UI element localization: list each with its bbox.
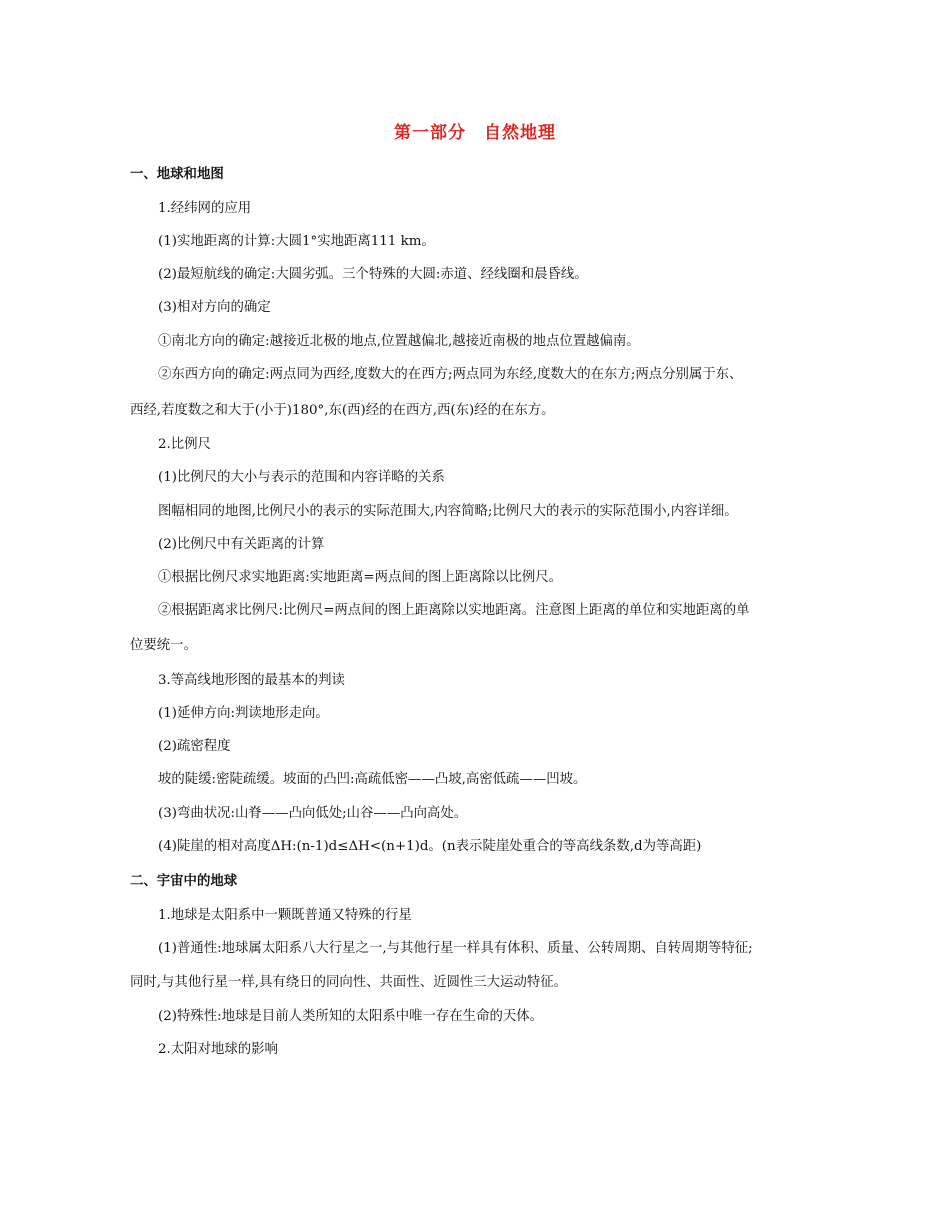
text-line: (2)特殊性:地球是目前人类所知的太阳系中唯一存在生命的天体。 bbox=[158, 1009, 544, 1024]
text-line: (1)实地距离的计算:大圆1°实地距离111 km。 bbox=[158, 234, 435, 249]
subsection-heading: 3.等高线地形图的最基本的判读 bbox=[158, 673, 345, 688]
section-heading: 一、地球和地图 bbox=[130, 167, 224, 182]
text-line: (1)比例尺的大小与表示的范围和内容详略的关系 bbox=[158, 470, 445, 485]
text-line: 坡的陡缓:密陡疏缓。坡面的凸凹:高疏低密——凸坡,高密低疏——凹坡。 bbox=[158, 772, 587, 787]
text-line: ②根据距离求比例尺:比例尺=两点间的图上距离除以实地距离。注意图上距离的单位和实地距离的单 bbox=[158, 603, 750, 618]
text-line: (2)比例尺中有关距离的计算 bbox=[158, 537, 325, 552]
text-line: (2)疏密程度 bbox=[158, 739, 231, 754]
subsection-heading: 1.地球是太阳系中一颗既普通又特殊的行星 bbox=[158, 908, 412, 923]
subsection-heading: 1.经纬网的应用 bbox=[158, 201, 252, 216]
text-line: (3)弯曲状况:山脊——凸向低处;山谷——凸向高处。 bbox=[158, 806, 468, 821]
text-line: (1)延伸方向:判读地形走向。 bbox=[158, 706, 329, 721]
text-line: ②东西方向的确定:两点同为西经,度数大的在西方;两点同为东经,度数大的在东方;两点分别属于东、 bbox=[158, 367, 743, 382]
text-line: 同时,与其他行星一样,具有绕日的同向性、共面性、近圆性三大运动特征。 bbox=[130, 975, 568, 990]
page-title: 第一部分 自然地理 bbox=[394, 123, 556, 143]
text-line: 图幅相同的地图,比例尺小的表示的实际范围大,内容简略;比例尺大的表示的实际范围小,内容详细。 bbox=[158, 504, 738, 519]
text-line: ①南北方向的确定:越接近北极的地点,位置越偏北,越接近南极的地点位置越偏南。 bbox=[158, 334, 640, 349]
text-line: (2)最短航线的确定:大圆劣弧。三个特殊的大圆:赤道、经线圈和晨昏线。 bbox=[158, 267, 588, 282]
text-line: 西经,若度数之和大于(小于)180°,东(西)经的在西方,西(东)经的在东方。 bbox=[130, 403, 555, 418]
text-line: (3)相对方向的确定 bbox=[158, 300, 271, 315]
text-line: (1)普通性:地球属太阳系八大行星之一,与其他行星一样具有体积、质量、公转周期、自转周期等特征; bbox=[158, 941, 753, 956]
section-heading: 二、宇宙中的地球 bbox=[130, 874, 238, 889]
subsection-heading: 2.太阳对地球的影响 bbox=[158, 1042, 278, 1057]
text-line: (4)陡崖的相对高度ΔH:(n-1)d≤ΔH<(n+1)d。(n表示陡崖处重合的等高线条数,d为等高距) bbox=[158, 839, 702, 854]
subsection-heading: 2.比例尺 bbox=[158, 437, 211, 452]
text-line: 位要统一。 bbox=[130, 638, 197, 653]
text-line: ①根据比例尺求实地距离:实地距离=两点间的图上距离除以比例尺。 bbox=[158, 570, 563, 585]
